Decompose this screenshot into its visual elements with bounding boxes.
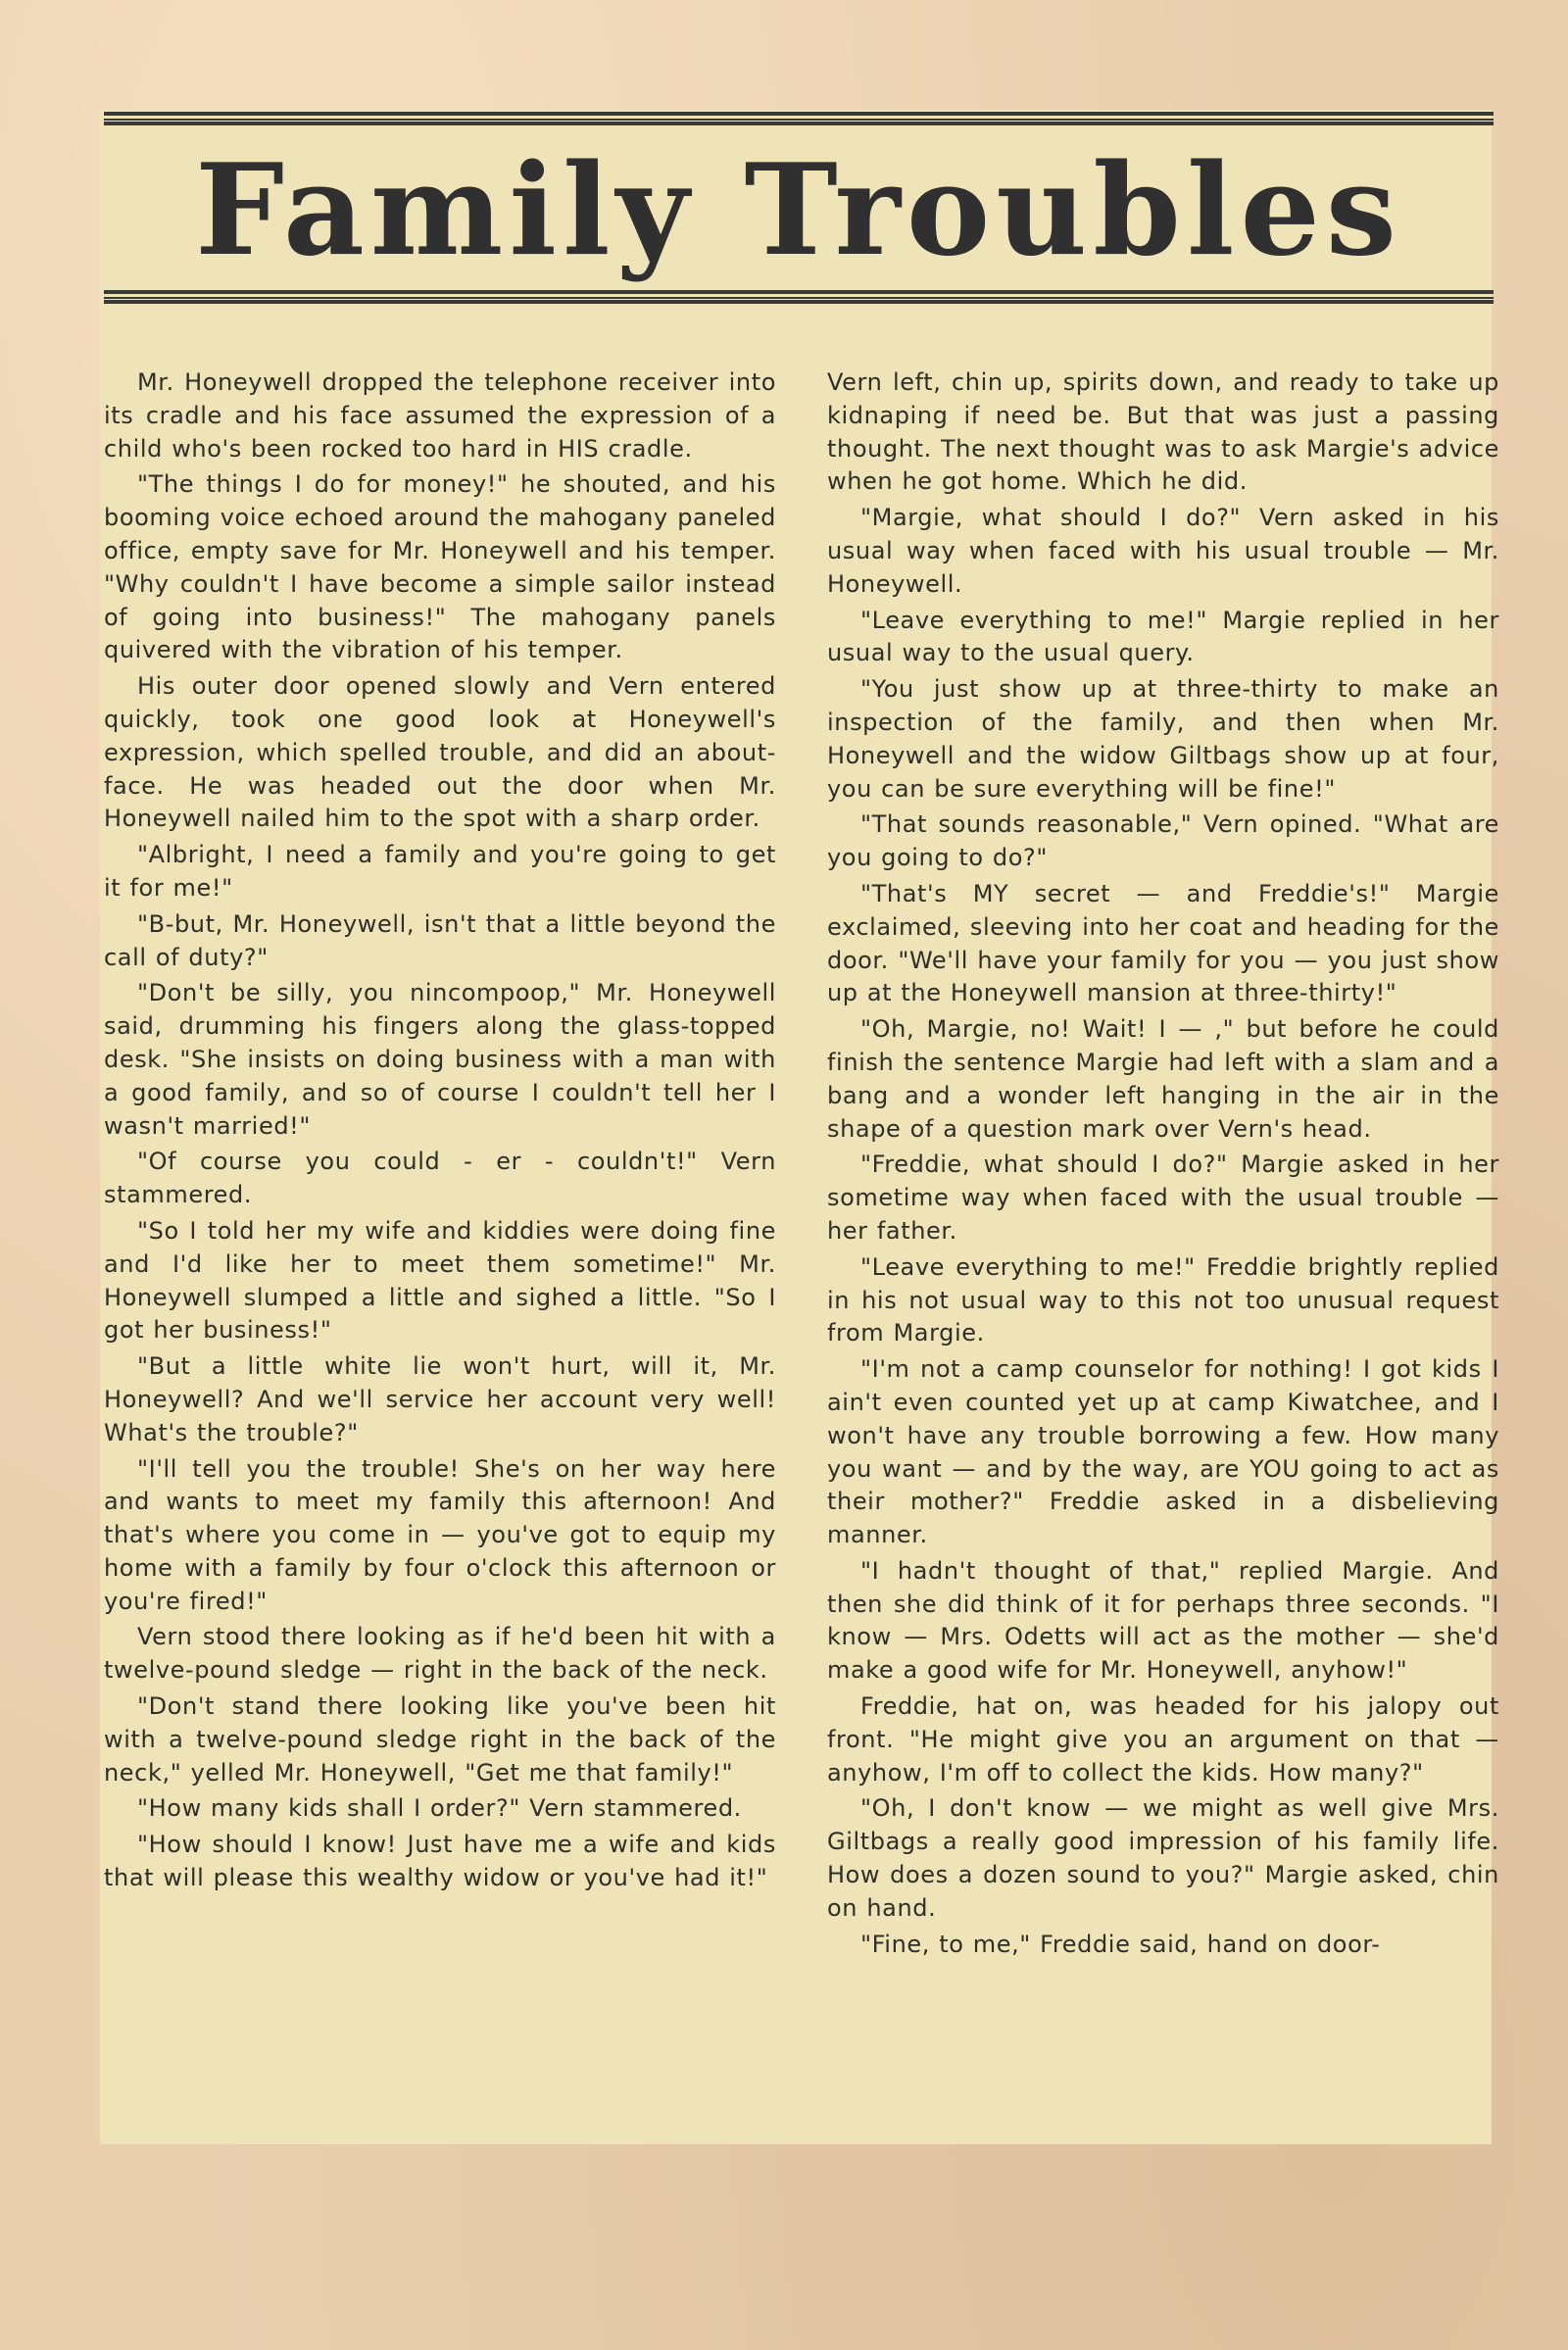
paragraph: His outer door opened slowly and Vern entered quickly, took one good look at Honeywell's expression, which spelled trouble, and did an about-face. He was headed out the door when Mr. Honeywell nailed him to the spot with a sharp order.	[104, 672, 776, 833]
paragraph: "Don't be silly, you nincompoop," Mr. Honeywell said, drumming his fingers along the glass-topped desk. "She insists on doing business with a man with a good family, and so of course I couldn't tell her I wasn't married!"	[104, 979, 776, 1140]
paragraph: "Margie, what should I do?" Vern asked in his usual way when faced with his usual trouble — Mr. Honeywell.	[827, 504, 1499, 598]
paragraph: "Oh, Margie, no! Wait! I — ," but before he could finish the sentence Margie had left with a slam and a bang and a wonder left hanging in the air in the shape of a question mark over Vern's head.	[827, 1015, 1499, 1143]
paragraph: "That's MY secret — and Freddie's!" Margie exclaimed, sleeving into her coat and heading for the door. "We'll have your family for you — you just show up at the Honeywell mansion at three-thirty!"	[827, 879, 1499, 1007]
paragraph: "The things I do for money!" he shouted, and his booming voice echoed around the mahogany paneled office, empty save for Mr. Honeywell and his temper. "Why couldn't I have become a simple sailor instead of going into business!" The mahogany panels quivered with the vibration of his temper.	[104, 470, 776, 664]
title-rule-top	[104, 112, 1494, 125]
paragraph: "Of course you could - er - couldn't!" Vern stammered.	[104, 1148, 776, 1209]
paragraph-continued: Vern left, chin up, spirits down, and ready to take up kidnaping if need be. But that was just a passing thought. The next thought was to ask Margie's advice when he got home. Which he did.	[827, 368, 1499, 496]
title-rule-bottom	[104, 290, 1494, 304]
paragraph: "Leave everything to me!" Freddie brightly replied in his not usual way to this not too unusual request from Margie.	[827, 1252, 1499, 1347]
paragraph: "I'm not a camp counselor for nothing! I got kids I ain't even counted yet up at camp Kiwatchee, and I won't have any trouble borrowing a few. How many you want — and by the way, are YOU going to act as their mother?" Freddie asked in a disbelieving manner.	[827, 1355, 1499, 1549]
paragraph: "Albright, I need a family and you're going to get it for me!"	[104, 841, 776, 902]
paragraph: "Oh, I don't know — we might as well give Mrs. Giltbags a really good impression of his family life. How does a dozen sound to you?" Margie asked, chin on hand.	[827, 1794, 1499, 1922]
paragraph: "How many kids shall I order?" Vern stammered.	[137, 1794, 742, 1823]
paragraph: "Freddie, what should I do?" Margie asked in her sometime way when faced with the usual trouble — her father.	[827, 1151, 1499, 1245]
paragraph: Mr. Honeywell dropped the telephone receiver into its cradle and his face assumed the expression of a child who's been rocked too hard in HIS cradle.	[104, 368, 776, 463]
paragraph: "Don't stand there looking like you've been hit with a twelve-pound sledge right in the back of the neck," yelled Mr. Honeywell, "Get me that family!"	[104, 1692, 776, 1787]
paragraph: "But a little white lie won't hurt, will it, Mr. Honeywell? And we'll service her account very well! What's the trouble?"	[104, 1352, 776, 1446]
right-column	[827, 367, 1499, 2130]
paragraph: "You just show up at three-thirty to make an inspection of the family, and then when Mr. Honeywell and the widow Giltbags show up at four, you can be sure everything will be fine!"	[827, 675, 1499, 803]
paragraph: "Fine, to me," Freddie said, hand on door-	[860, 1930, 1381, 1958]
left-column	[104, 367, 776, 2130]
paragraph: "I'll tell you the trouble! She's on her way here and wants to meet my family this afternoon! And that's where you come in — you've got to equip my home with a family by four o'clock this afternoon or you're fired!"	[104, 1454, 776, 1615]
paragraph: Vern stood there looking as if he'd been hit with a twelve-pound sledge — right in the back of the neck.	[104, 1623, 776, 1685]
paragraph: "How should I know! Just have me a wife and kids that will please this wealthy widow or you've had it!"	[104, 1831, 776, 1892]
paragraph: "Leave everything to me!" Margie replied in her usual way to the usual query.	[827, 606, 1499, 667]
paragraph: "I hadn't thought of that," replied Margie. And then she did think of it for perhaps three seconds. "I know — Mrs. Odetts will act as the mother — she'd make a good wife for Mr. Honeywell, anyhow!"	[827, 1556, 1499, 1685]
paragraph: Freddie, hat on, was headed for his jalopy out front. "He might give you an argument on that — anyhow, I'm off to collect the kids. How many?"	[827, 1692, 1499, 1787]
paragraph: "B-but, Mr. Honeywell, isn't that a little beyond the call of duty?"	[104, 909, 776, 971]
paragraph: "So I told her my wife and kiddies were doing fine and I'd like her to meet them sometime!" Mr. Honeywell slumped a little and sighed a little. "So I got her business!"	[104, 1216, 776, 1345]
paragraph: "That sounds reasonable," Vern opined. "What are you going to do?"	[827, 810, 1499, 872]
article-title: Family Troubles	[195, 137, 1402, 284]
article-body	[104, 367, 1499, 2130]
